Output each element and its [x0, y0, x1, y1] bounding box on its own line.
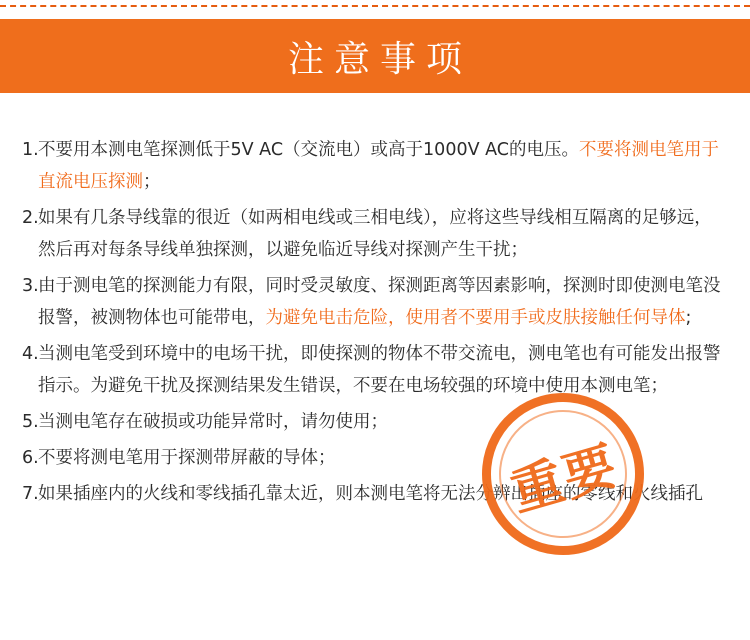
note-text: 如果有几条导线靠的很近（如两相电线或三相电线），应将这些导线相互隔离的足够远，然后再对每条导线单独探测，以避免临近导线对探测产生干扰； [38, 208, 712, 260]
top-dashed-divider [0, 5, 750, 7]
note-highlight: 不要将测电笔用于直流电压探测 [38, 140, 720, 192]
title-banner [0, 19, 750, 93]
note-number: 2. [22, 208, 39, 228]
note-text: 不要将测电笔用于探测带屏蔽的导体； [38, 448, 336, 468]
note-end: ； [143, 172, 161, 192]
note-text: 由于测电笔的探测能力有限，同时受灵敏度、探测距离等因素影响，探测时即使测电笔没报警，被测物体也可能带电， [38, 276, 721, 328]
stamp-text: 重要 [504, 435, 625, 524]
page-title: 注意事项 [287, 38, 472, 80]
note-text: 当测电笔受到环境中的电场干扰，即使探测的物体不带交流电，测电笔也有可能发出报警指示。为避免干扰及探测结果发生错误，不要在电场较强的环境中使用本测电笔； [38, 344, 721, 396]
note-number: 3. [22, 276, 39, 296]
note-number: 5. [22, 412, 39, 432]
note-text: 当测电笔存在破损或功能异常时，请勿使用； [38, 412, 388, 432]
note-end: ; [685, 308, 692, 328]
note-text: 如果插座内的火线和零线插孔靠太近，则本测电笔将无法分辨出插座的零线和火线插孔 [38, 484, 703, 504]
note-item-2 [22, 202, 722, 266]
note-item-7 [22, 478, 722, 510]
note-highlight: 为避免电击危险，使用者不要用手或皮肤接触任何导体 [265, 308, 686, 328]
note-item-4 [22, 338, 722, 402]
note-text: 不要用本测电笔探测低于5V AC（交流电）或高于1000V AC的电压。 [38, 140, 580, 160]
note-item-1 [22, 134, 722, 198]
note-number: 4. [22, 344, 39, 364]
note-item-3 [22, 270, 722, 334]
notes-list [22, 134, 722, 514]
note-item-6 [22, 442, 722, 474]
note-number: 6. [22, 448, 39, 468]
note-number: 7. [22, 484, 39, 504]
note-item-5 [22, 406, 722, 438]
note-number: 1. [22, 140, 39, 160]
